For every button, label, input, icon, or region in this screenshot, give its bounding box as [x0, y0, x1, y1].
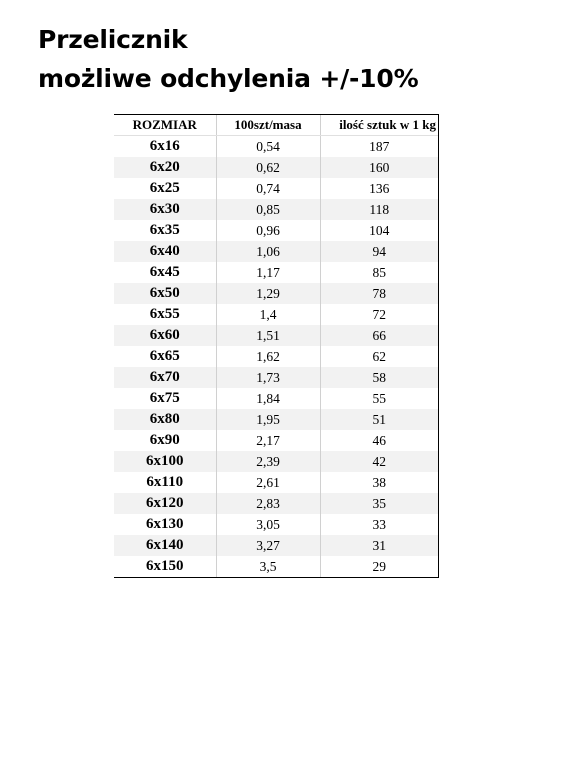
- cell-mass: 3,05: [216, 514, 320, 535]
- cell-size: 6x130: [146, 516, 184, 532]
- cell-count: 118: [320, 199, 438, 220]
- table-row: [114, 178, 438, 199]
- table-header-row: [114, 115, 438, 136]
- column-header-count: ilość sztuk w 1 kg: [320, 115, 438, 136]
- cell-mass: 1,06: [216, 241, 320, 262]
- cell-mass: 1,84: [216, 388, 320, 409]
- cell-count: 62: [320, 346, 438, 367]
- title-line-1: Przelicznik: [38, 25, 188, 54]
- cell-mass: 1,95: [216, 409, 320, 430]
- table-row: [114, 493, 438, 514]
- cell-count: 42: [320, 451, 438, 472]
- cell-count: 31: [320, 535, 438, 556]
- table-row: [114, 346, 438, 367]
- cell-count: 104: [320, 220, 438, 241]
- cell-count: 33: [320, 514, 438, 535]
- cell-mass: 1,73: [216, 367, 320, 388]
- column-header-size: ROZMIAR: [114, 115, 216, 136]
- cell-size: 6x45: [149, 264, 180, 280]
- cell-count: 55: [320, 388, 438, 409]
- table-row: [114, 535, 438, 556]
- cell-size: 6x55: [149, 306, 180, 322]
- cell-count: 66: [320, 325, 438, 346]
- table-row: [114, 388, 438, 409]
- table-row: [114, 220, 438, 241]
- cell-mass: 0,85: [216, 199, 320, 220]
- column-header-mass: 100szt/masa: [216, 115, 320, 136]
- cell-size: 6x80: [114, 409, 216, 430]
- cell-count: 85: [320, 262, 438, 283]
- cell-mass: 0,62: [216, 157, 320, 178]
- table-row: [114, 136, 438, 158]
- cell-size: 6x16: [149, 138, 180, 154]
- cell-size: 6x150: [146, 558, 184, 574]
- cell-size: 6x60: [114, 325, 216, 346]
- cell-size: 6x90: [149, 432, 180, 448]
- cell-size: 6x65: [149, 348, 180, 364]
- cell-size: 6x100: [114, 451, 216, 472]
- table-row: [114, 241, 438, 262]
- cell-size: 6x50: [114, 283, 216, 304]
- cell-mass: 1,4: [216, 304, 320, 325]
- cell-count: 58: [320, 367, 438, 388]
- cell-size: 6x110: [146, 474, 184, 490]
- cell-count: 29: [320, 556, 438, 577]
- table-row: [114, 514, 438, 535]
- cell-count: 72: [320, 304, 438, 325]
- title-line-2: możliwe odchylenia +/-10%: [38, 64, 419, 93]
- cell-mass: 2,39: [216, 451, 320, 472]
- table-row: [114, 556, 438, 577]
- table-row: [114, 283, 438, 304]
- cell-mass: 3,27: [216, 535, 320, 556]
- cell-mass: 1,29: [216, 283, 320, 304]
- cell-count: 78: [320, 283, 438, 304]
- cell-size: 6x20: [114, 157, 216, 178]
- cell-mass: 1,62: [216, 346, 320, 367]
- conversion-table-container: [114, 114, 439, 578]
- cell-mass: 1,17: [216, 262, 320, 283]
- cell-mass: 2,83: [216, 493, 320, 514]
- cell-mass: 3,5: [216, 556, 320, 577]
- table-row: [114, 262, 438, 283]
- table-row: [114, 451, 438, 472]
- cell-mass: 2,17: [216, 430, 320, 451]
- cell-mass: 1,51: [216, 325, 320, 346]
- cell-count: 160: [320, 157, 438, 178]
- cell-count: 46: [320, 430, 438, 451]
- cell-size: 6x30: [114, 199, 216, 220]
- conversion-table: [114, 115, 438, 577]
- cell-size: 6x75: [149, 390, 180, 406]
- cell-mass: 0,74: [216, 178, 320, 199]
- cell-mass: 0,96: [216, 220, 320, 241]
- table-row: [114, 304, 438, 325]
- table-body: [114, 136, 438, 578]
- cell-count: 38: [320, 472, 438, 493]
- cell-size: 6x70: [114, 367, 216, 388]
- cell-size: 6x120: [114, 493, 216, 514]
- table-row: [114, 409, 438, 430]
- cell-mass: 0,54: [216, 136, 320, 158]
- table-row: [114, 367, 438, 388]
- table-row: [114, 430, 438, 451]
- cell-count: 136: [320, 178, 438, 199]
- cell-count: 35: [320, 493, 438, 514]
- cell-size: 6x35: [149, 222, 180, 238]
- cell-count: 94: [320, 241, 438, 262]
- table-row: [114, 157, 438, 178]
- page-title: [38, 20, 418, 98]
- cell-size: 6x140: [114, 535, 216, 556]
- cell-mass: 2,61: [216, 472, 320, 493]
- cell-size: 6x25: [149, 180, 180, 196]
- table-row: [114, 199, 438, 220]
- table-row: [114, 472, 438, 493]
- cell-size: 6x40: [114, 241, 216, 262]
- cell-count: 187: [320, 136, 438, 158]
- cell-count: 51: [320, 409, 438, 430]
- table-row: [114, 325, 438, 346]
